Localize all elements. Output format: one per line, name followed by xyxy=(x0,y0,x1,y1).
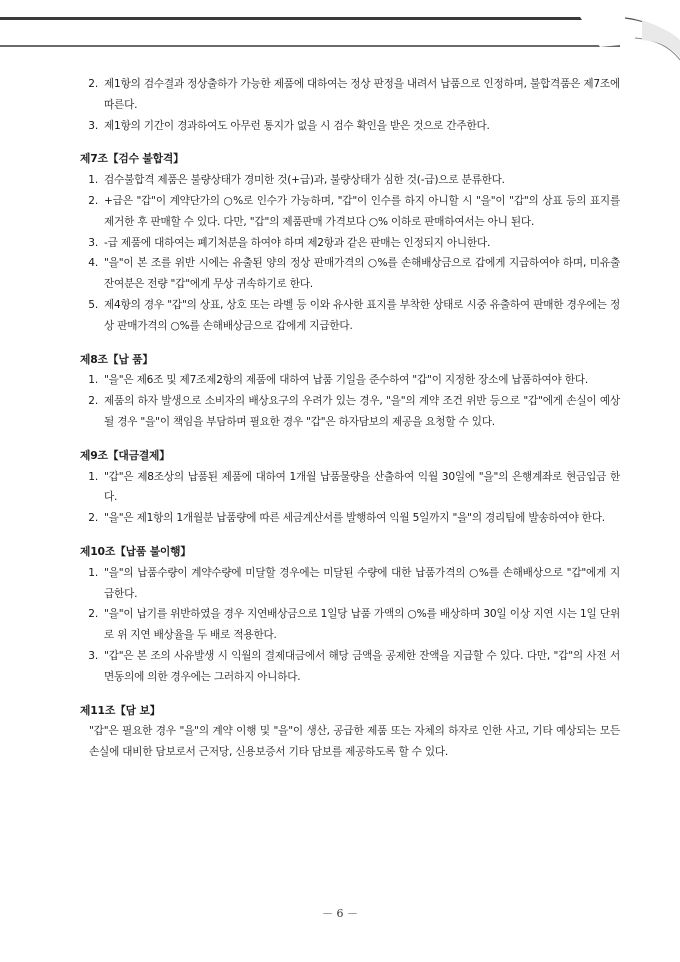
item-number: 1. xyxy=(88,470,98,483)
list-item xyxy=(80,253,620,295)
item-text: "갑"은 본 조의 사유발생 시 익월의 결제대금에서 해당 금액을 공제한 잔액을 지급할 수 있다. 다만, "갑"의 사전 서면동의에 의한 경우에는 그러하지 아니하다. xyxy=(104,649,620,683)
item-number: 4. xyxy=(88,257,98,270)
list-item xyxy=(80,233,620,254)
item-number: 3. xyxy=(88,649,98,662)
list-item xyxy=(80,74,620,116)
item-number: 1. xyxy=(88,566,98,579)
item-text: +급은 "갑"이 계약단가의 ○%로 인수가 가능하며, "갑"이 인수를 하지 아니할 시 "을"이 "갑"의 상표 등의 표지를 제거한 후 판매할 수 있다. 다만, "갑"의 제품판매 가격보다 ○% 이하로 판매하여서는 아니 된다. xyxy=(104,194,620,228)
list-item xyxy=(80,370,620,391)
page-number: － 6 － xyxy=(322,907,358,920)
article-11-body: "갑"은 필요한 경우 "을"의 계약 이행 및 "을"이 생산, 공급한 제품 또는 자체의 하자로 인한 사고, 기타 예상되는 모든 손실에 대비한 담보로서 근저당, 신용보증서 기타 담보를 제공하도록 할 수 있다. xyxy=(89,725,620,759)
item-text: "을"은 제6조 및 제7조제2항의 제품에 대하여 납품 기일을 준수하여 "갑"이 지정한 장소에 납품하여야 한다. xyxy=(104,374,588,387)
item-text: 제품의 하자 발생으로 소비자의 배상요구의 우려가 있는 경우, "을"의 계약 조건 위반 등으로 "갑"에게 손실이 예상될 경우 "을"이 책임을 부담하며 필요한 경우 "갑"은 하자담보의 제공을 요청할 수 있다. xyxy=(104,395,620,428)
list-item xyxy=(80,604,620,646)
item-text: 제1항의 검수결과 정상출하가 가능한 제품에 대하여는 정상 판정을 내려서 납품으로 인정하며, 불합격품은 제7조에 따른다. xyxy=(104,78,620,111)
article-9-title: 제9조【대금결제】 xyxy=(80,448,170,462)
item-number: 2. xyxy=(88,608,98,621)
header-rule-top xyxy=(0,17,600,20)
article-11-title: 제11조【담 보】 xyxy=(80,703,161,717)
item-text: "을"의 납품수량이 계약수량에 미달할 경우에는 미달된 수량에 대한 납품가격의 ○%를 손해배상으로 "갑"에게 지급한다. xyxy=(104,566,620,600)
item-text: "을"이 본 조를 위반 시에는 유출된 양의 정상 판매가격의 ○%를 손해배상금으로 갑에게 지급하여야 하며, 미유출 잔여분은 전량 "갑"에게 무상 귀속하기로 한다. xyxy=(104,257,620,291)
item-text: 제4항의 경우 "갑"의 상표, 상호 또는 라벨 등 이와 유사한 표지를 부착한 상태로 시중 유출하여 판매한 경우에는 정상 판매가격의 ○%를 손해배상금으로 갑에게 지급한다. xyxy=(104,298,620,332)
list-item xyxy=(80,467,620,509)
item-number: 1. xyxy=(88,174,98,187)
document-body xyxy=(80,74,620,763)
list-item xyxy=(80,116,620,137)
list-item xyxy=(80,646,620,688)
list-item xyxy=(80,170,620,191)
item-number: 5. xyxy=(88,298,98,311)
item-number: 3. xyxy=(88,236,98,249)
list-item xyxy=(80,191,620,233)
item-text: "을"은 제1항의 1개월분 납품량에 따른 세금계산서를 발행하여 익월 5일까지 "을"의 경리팀에 발송하여야 한다. xyxy=(104,512,605,525)
item-number: 2. xyxy=(88,512,98,525)
item-text: 검수불합격 제품은 불량상태가 경미한 것(+급)과, 불량상태가 심한 것(-급)으로 분류한다. xyxy=(104,174,505,187)
item-number: 2. xyxy=(88,395,98,408)
item-number: 2. xyxy=(88,194,98,207)
item-text: "을"이 납기를 위반하였을 경우 지연배상금으로 1일당 납품 가액의 ○%를 배상하며 30일 이상 지연 시는 1일 단위로 위 지연 배상율을 두 배로 적용한다. xyxy=(104,608,620,642)
article-7-title: 제7조【검수 불합격】 xyxy=(80,152,184,166)
list-item xyxy=(80,563,620,605)
item-number: 3. xyxy=(88,119,98,132)
item-text: "갑"은 제8조상의 납품된 제품에 대하여 1개월 납품물량을 산출하여 익월 30일에 "을"의 은행계좌로 현금입금 한다. xyxy=(104,470,620,504)
article-10-title: 제10조【납품 불이행】 xyxy=(80,544,191,558)
page-corner-decoration xyxy=(580,0,680,70)
list-item xyxy=(80,508,620,529)
item-text: -급 제품에 대하여는 폐기처분을 하여야 하며 제2항과 같은 판매는 인정되지 아니한다. xyxy=(104,236,491,249)
header-rule-bottom xyxy=(0,45,620,47)
item-text: 제1항의 기간이 경과하여도 아무런 통지가 없을 시 검수 확인을 받은 것으로 간주한다. xyxy=(104,119,490,132)
item-number: 1. xyxy=(88,374,98,387)
list-item xyxy=(80,391,620,433)
item-number: 2. xyxy=(88,78,98,90)
article-8-title: 제8조【납 품】 xyxy=(80,352,153,366)
list-item xyxy=(80,295,620,337)
